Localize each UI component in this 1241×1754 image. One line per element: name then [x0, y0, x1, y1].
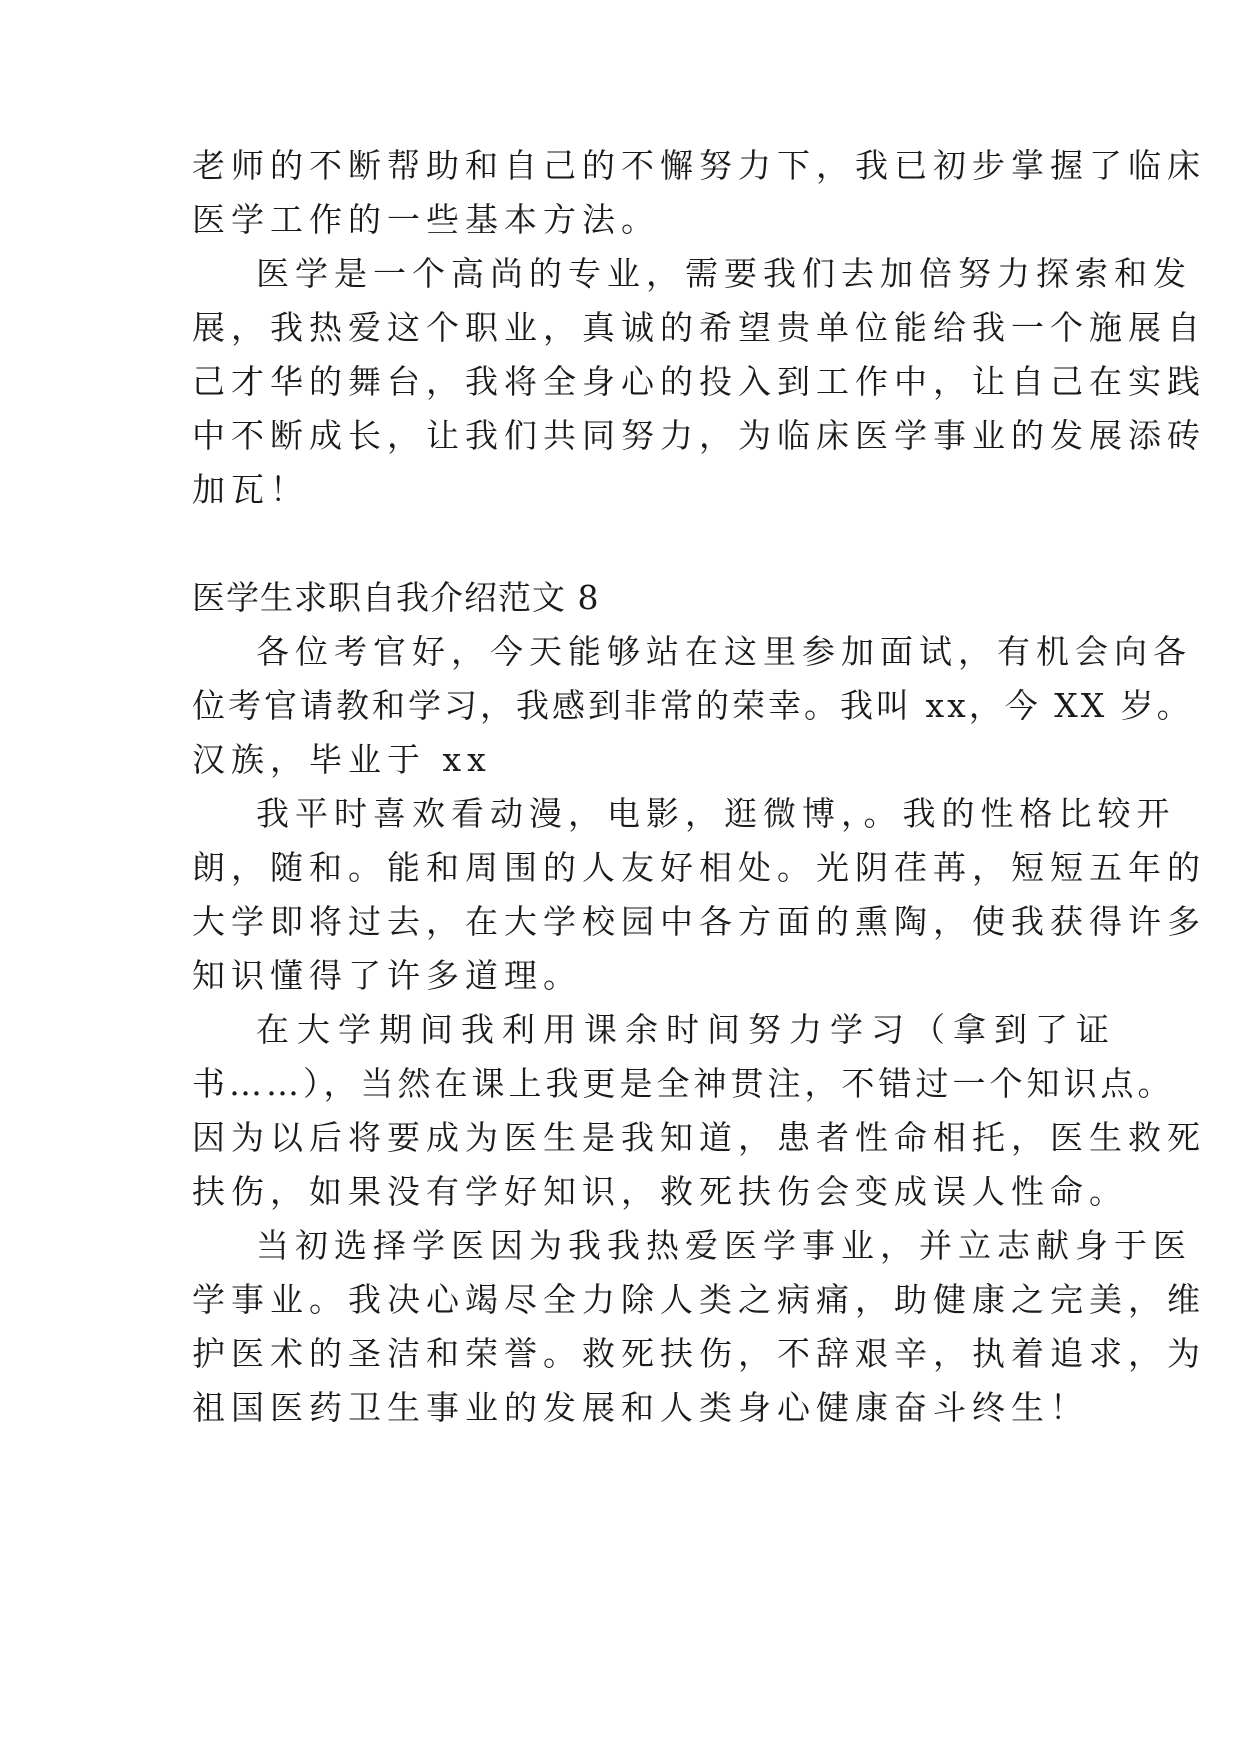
paragraph-line: 我平时喜欢看动漫，电影，逛微博，。我的性格比较开 [256, 794, 1176, 833]
paragraph-line: 展，我热爱这个职业，真诚的希望贵单位能给我一个施展自 [192, 308, 1206, 347]
paragraph-line: 因为以后将要成为医生是我知道，患者性命相托，医生救死 [192, 1118, 1206, 1157]
paragraph-line: 加瓦！ [192, 470, 309, 509]
paragraph-line: 在大学期间我利用课余时间努力学习（拿到了证 [256, 1010, 1117, 1049]
paragraph-line: 知识懂得了许多道理。 [192, 956, 582, 995]
paragraph-line: 己才华的舞台，我将全身心的投入到工作中，让自己在实践 [192, 362, 1206, 401]
paragraph-line: 祖国医药卫生事业的发展和人类身心健康奋斗终生！ [192, 1388, 1089, 1427]
paragraph-line: 老师的不断帮助和自己的不懈努力下，我已初步掌握了临床 [192, 146, 1206, 185]
paragraph-line: 朗，随和。能和周围的人友好相处。光阴荏苒，短短五年的 [192, 848, 1206, 887]
paragraph-line: 医学工作的一些基本方法。 [192, 200, 660, 239]
paragraph-line: 位考官请教和学习，我感到非常的荣幸。我叫 xx，今 XX 岁。 [192, 686, 1193, 725]
paragraph-line: 医学是一个高尚的专业，需要我们去加倍努力探索和发 [256, 254, 1192, 293]
paragraph-line: 各位考官好，今天能够站在这里参加面试，有机会向各 [256, 632, 1192, 671]
paragraph-line: 汉族，毕业于 xx [192, 740, 492, 779]
paragraph-line: 护医术的圣洁和荣誉。救死扶伤，不辞艰辛，执着追求，为 [192, 1334, 1206, 1373]
paragraph-line: 中不断成长，让我们共同努力，为临床医学事业的发展添砖 [192, 416, 1206, 455]
section-heading: 医学生求职自我介绍范文 8 [192, 578, 600, 617]
paragraph-line: 书……），当然在课上我更是全神贯注，不错过一个知识点。 [192, 1064, 1175, 1103]
paragraph-line: 大学即将过去，在大学校园中各方面的熏陶，使我获得许多 [192, 902, 1206, 941]
paragraph-line: 当初选择学医因为我我热爱医学事业，并立志献身于医 [256, 1226, 1192, 1265]
paragraph-line: 学事业。我决心竭尽全力除人类之病痛，助健康之完美，维 [192, 1280, 1206, 1319]
paragraph-line: 扶伤，如果没有学好知识，救死扶伤会变成误人性命。 [192, 1172, 1128, 1211]
